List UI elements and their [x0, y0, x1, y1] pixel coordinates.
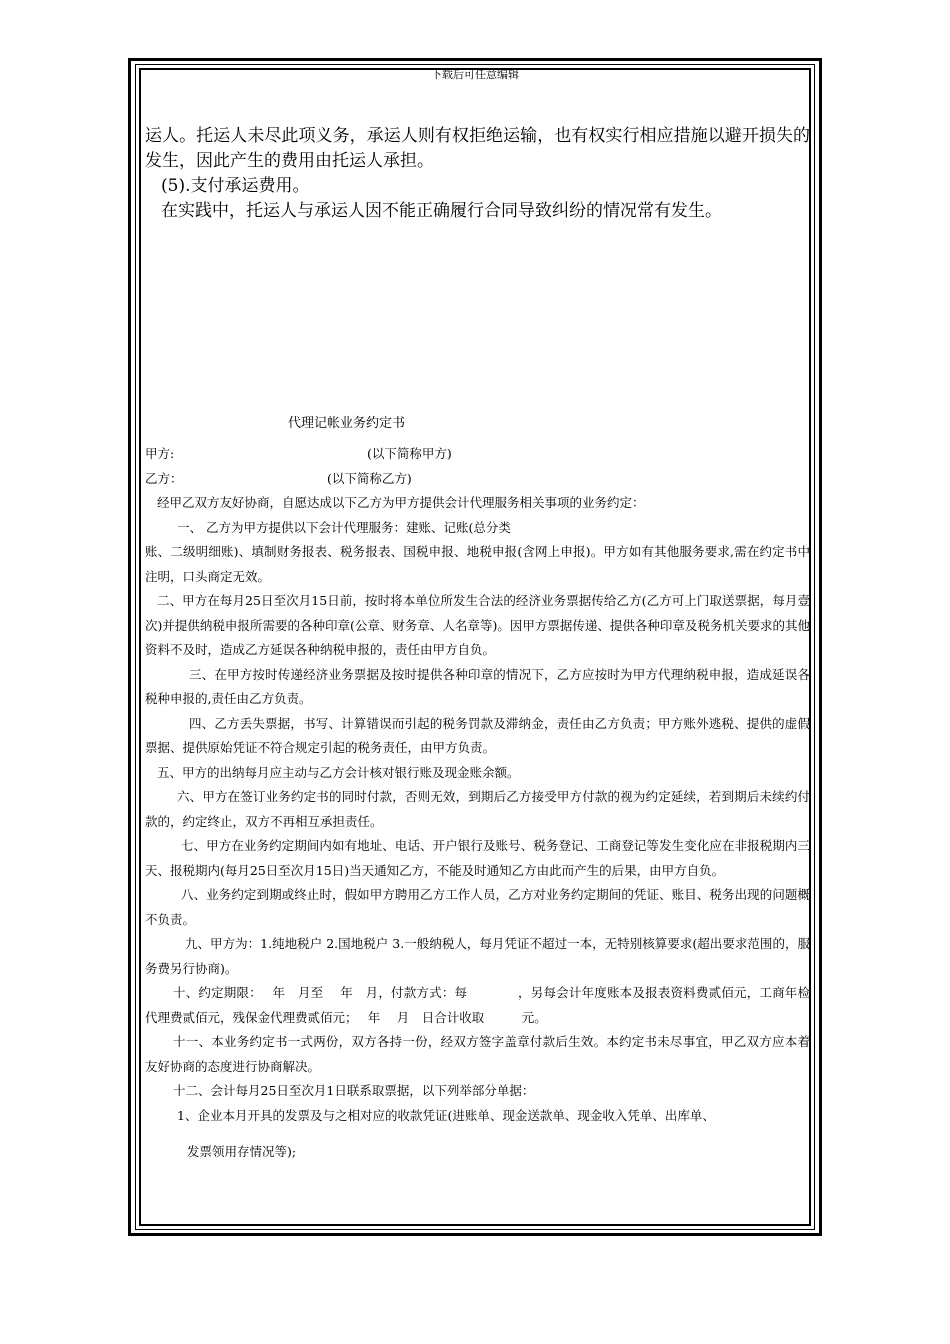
clause: 八、业务约定到期或终止时，假如甲方聘用乙方工作人员，乙方对业务约定期间的凭证、账目、税务出现的问题概不负责。: [145, 887, 810, 927]
party-b-note: (以下简称乙方): [327, 470, 412, 486]
clause: 三、在甲方按时传递经济业务票据及按时提供各种印章的情况下，乙方应按时为甲方代理纳税申报，造成延误各税种申报的,责任由乙方负责。: [145, 666, 810, 706]
clause: 账、二级明细账)、填制财务报表、税务报表、国税申报、地税申报(含网上申报)。甲方如有其他服务要求,需在约定书中注明，口头商定无效。: [145, 544, 810, 584]
intro-section: [145, 124, 810, 224]
party-a-note: (以下简称甲方): [367, 446, 452, 461]
clause: 1、企业本月开具的发票及与之相对应的收款凭证(进账单、现金送款单、现金收入凭单、出库单、: [177, 1107, 715, 1123]
clause: 十二、会计每月25日至次月1日联系取票据，以下列举部分单据：: [173, 1083, 535, 1098]
clause: 九、甲方为：1.纯地税户 2.国地税户 3.一般纳税人，每月凭证不超过一本，无特别核算要求(超出要求范围的，服务费另行协商)。: [145, 936, 810, 976]
party-b-label: 乙方：: [145, 470, 183, 486]
clause: 发票领用存情况等);: [187, 1144, 297, 1159]
party-a-row: [145, 442, 810, 467]
intro-paragraph: 运人。托运人未尽此项义务，承运人则有权拒绝运输，也有权实行相应措施以避开损失的发生，因此产生的费用由托运人承担。: [145, 126, 810, 171]
header-note: 下载后可任意编辑: [431, 68, 519, 81]
clause: 十、约定期限： 年 月至 年 月，付款方式：每 ，另每会计年度账本及报表资料费贰佰元，工商年检代理费贰佰元，残保金代理费贰佰元； 年 月 日合计收取 元。: [145, 985, 810, 1025]
clause: 二、甲方在每月25日至次月15日前，按时将本单位所发生合法的经济业务票据传给乙方(乙方可上门取送票据，每月壹次)并提供纳税申报所需要的各种印章(公章、财务章、人名章等)。因甲方票据传递、提供各种印章及税务机关要求的其他资料不及时，造成乙方延误各种纳税申报的，责任由甲方自负。: [145, 593, 810, 657]
clause: 七、甲方在业务约定期间内如有地址、电话、开户银行及账号、税务登记、工商登记等发生变化应在非报税期内三天、报税期内(每月25日至次月15日)当天通知乙方，不能及时通知乙方由此而产生的后果，由甲方自负。: [145, 838, 810, 878]
agreement-title: 代理记帐业务约定书: [288, 416, 406, 431]
party-a-label: 甲方:: [145, 446, 175, 461]
clause: 四、乙方丢失票据，书写、计算错误而引起的税务罚款及滞纳金，责任由乙方负责；甲方账外逃税、提供的虚假票据、提供原始凭证不符合规定引起的税务责任，由甲方负责。: [145, 715, 810, 755]
agreement-body: [145, 442, 810, 1165]
party-b-row: [145, 467, 810, 492]
intro-paragraph: (5).支付承运费用。: [161, 176, 310, 196]
clause: 一、 乙方为甲方提供以下会计代理服务：建账、记账(总分类: [177, 519, 511, 535]
clause: 六、甲方在签订业务约定书的同时付款，否则无效，到期后乙方接受甲方付款的视为约定延续，若到期后未续约付款的，约定终止，双方不再相互承担责任。: [145, 789, 810, 829]
intro-paragraph: 在实践中，托运人与承运人因不能正确履行合同导致纠纷的情况常有发生。: [161, 201, 722, 221]
clause: 十一、本业务约定书一式两份，双方各持一份，经双方签字盖章付款后生效。本约定书未尽事宜，甲乙双方应本着友好协商的态度进行协商解决。: [145, 1034, 810, 1074]
clause: 五、甲方的出纳每月应主动与乙方会计核对银行账及现金账余额。: [157, 764, 520, 780]
preamble: 经甲乙双方友好协商，自愿达成以下乙方为甲方提供会计代理服务相关事项的业务约定：: [157, 495, 645, 510]
